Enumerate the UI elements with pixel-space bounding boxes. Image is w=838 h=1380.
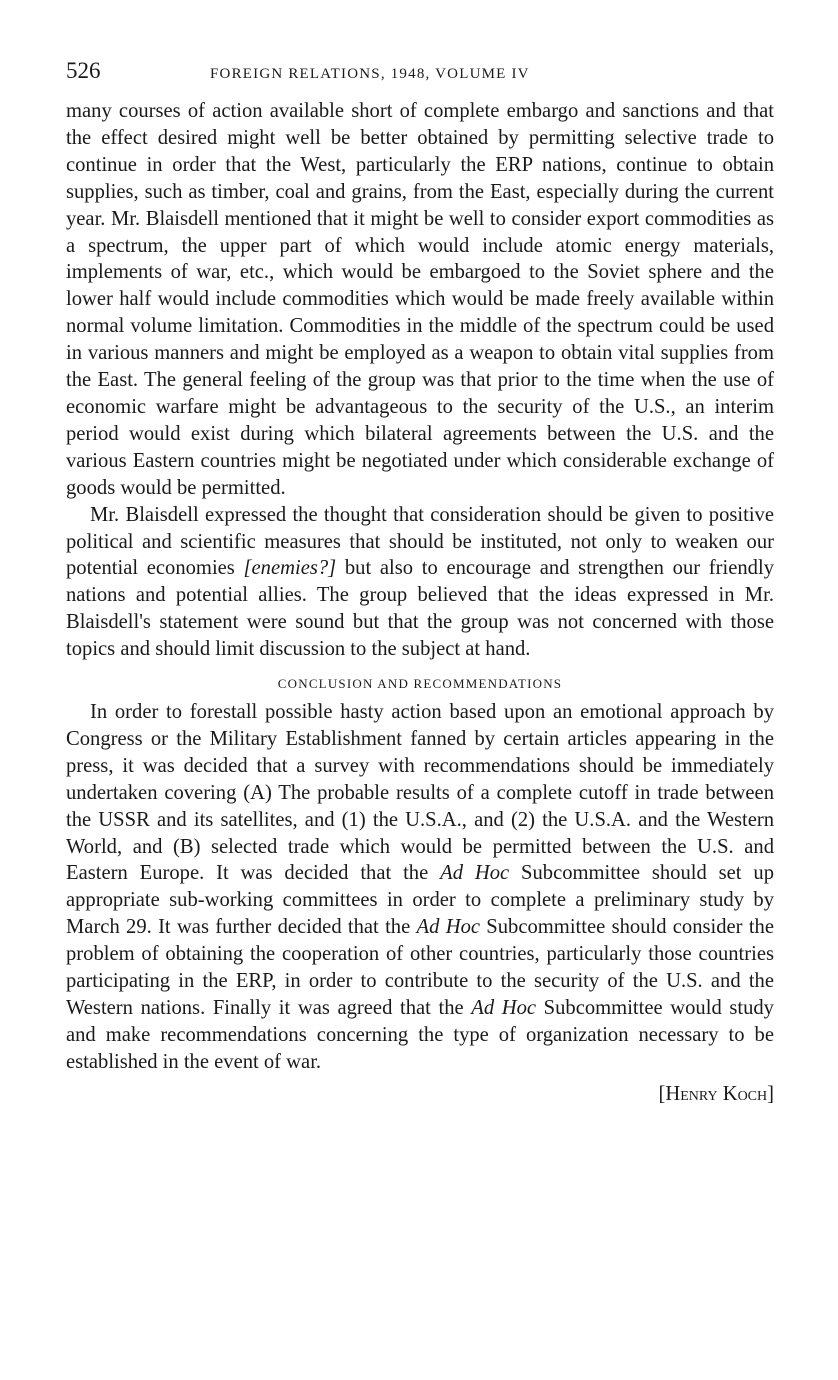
paragraph-2-text-b: but also to encourage and strengthen our friendly nations and potential allies. The group believed that the ideas expressed in Mr. Blaisdell's statement were sound but that the group was not concerned with those topics and should limit discussion to the subject at hand.: [66, 557, 774, 661]
paragraph-3-text-a: In order to forestall possible hasty action based upon an emotional approach by Congress or the Military Establishment fanned by certain articles appearing in the press, it was decided that a survey with recommendations should be immediately undertaken covering (A) The probable results of a complete cutoff in trade between the USSR and its satellites, and (1) the U.S.A., and (2) the U.S.A. and the Western World, and (B) selected trade which would be permitted between the U.S. and Eastern Europe. It was decided that the: [66, 701, 774, 885]
ad-hoc-term: Ad Hoc: [416, 916, 481, 939]
body-paragraph-2: [66, 502, 774, 663]
section-heading: CONCLUSION AND RECOMMENDATIONS: [277, 676, 563, 692]
paragraph-2-text-a: Mr. Blaisdell expressed the thought that consideration should be given to positive political and scientific measures that should be instituted, not only to weaken our potential economies: [66, 503, 774, 580]
paragraph-3-text-c: Subcommittee should consider the problem of obtaining the cooperation of other countries, particularly those countries participating in the ERP, in order to contribute to the security of the U.S. and the Western nations. Finally it was agreed that the: [66, 916, 774, 1019]
paragraph-3-text-b: Subcommittee should set up appropriate sub-working committees in order to complete a preliminary study by March 29. It was further decided that the: [66, 862, 774, 939]
editorial-note: [enemies?]: [243, 557, 337, 580]
running-head: FOREIGN RELATIONS, 1948, VOLUME IV: [210, 66, 530, 82]
page-header: [66, 58, 774, 98]
page-number: 526: [66, 58, 101, 83]
signature: [Henry Koch]: [658, 1082, 774, 1105]
document-page: [66, 58, 774, 1108]
ad-hoc-term: Ad Hoc: [440, 862, 510, 885]
paragraph-3-text-d: Subcommittee would study and make recommendations concerning the type of organization necessary to be established in the event of war.: [66, 997, 774, 1073]
body-paragraph-1: many courses of action available short of complete embargo and sanctions and that the effect desired might well be better obtained by permitting selective trade to continue in order that the West, particularly the ERP nations, continue to obtain supplies, such as timber, coal and grains, from the East, especially during the current year. Mr. Blaisdell mentioned that it might be well to consider export commodities as a spectrum, the upper part of which would include atomic energy materials, implements of war, etc., which would be embargoed to the Soviet sphere and the lower half would include commodities which would be made freely available within normal volume limitation. Commodities in the middle of the spectrum could be used in various manners and might be employed as a weapon to obtain vital supplies from the East. The general feeling of the group was that prior to the time when the use of economic warfare might be advantageous to the security of the U.S., an interim period would exist during which bilateral agreements between the U.S. and the various Eastern countries might be negotiated under which considerable exchange of goods would be permitted.: [66, 100, 774, 499]
body-paragraph-3: [66, 699, 774, 1076]
ad-hoc-term: Ad Hoc: [471, 997, 537, 1019]
